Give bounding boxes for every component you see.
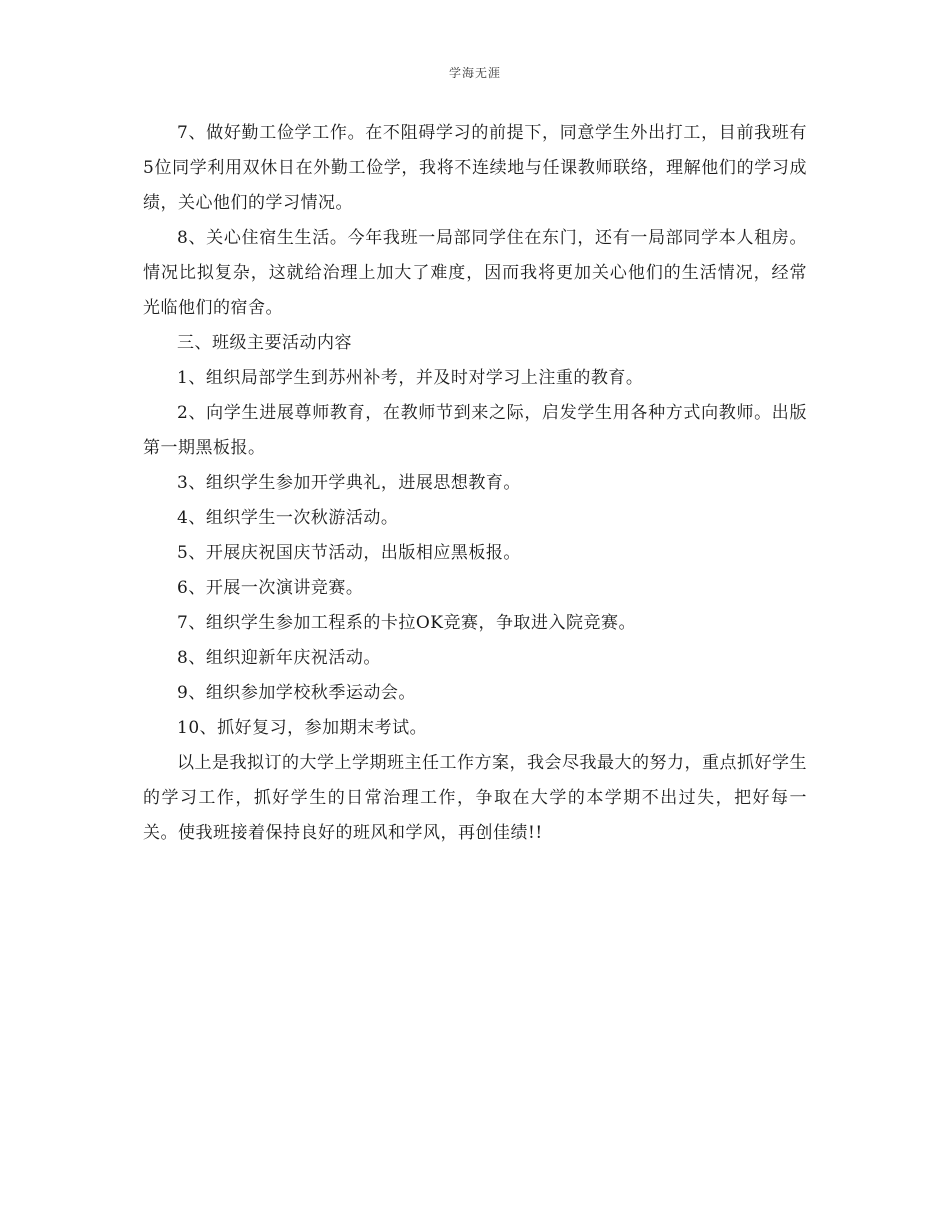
paragraph-conclusion: 以上是我拟订的大学上学期班主任工作方案，我会尽我最大的努力，重点抓好学生的学习工作，抓好学生的日常治理工作，争取在大学的本学期不出过失，把好每一关。使我班接着保持良好的班风和学风，再创佳绩!! bbox=[143, 753, 807, 843]
page-header: 学海无涯 bbox=[448, 66, 501, 80]
section-heading-activities: 三、班级主要活动内容 bbox=[177, 333, 352, 353]
list-item-activity-4: 4、组织学生一次秋游活动。 bbox=[177, 508, 399, 528]
list-item-activity-3: 3、组织学生参加开学典礼，进展思想教育。 bbox=[177, 473, 521, 493]
list-item-activity-10: 10、抓好复习，参加期末考试。 bbox=[177, 718, 428, 738]
paragraph-work-study: 7、做好勤工俭学工作。在不阻碍学习的前提下，同意学生外出打工，目前我班有5位同学利用双休日在外勤工俭学，我将不连续地与任课教师联络，理解他们的学习成绩，关心他们的学习情况。 bbox=[143, 123, 807, 213]
paragraph-dorm-life: 8、关心住宿生生活。今年我班一局部同学住在东门，还有一局部同学本人租房。情况比拟复杂，这就给治理上加大了难度，因而我将更加关心他们的生活情况，经常光临他们的宿舍。 bbox=[143, 228, 807, 318]
list-item-activity-8: 8、组织迎新年庆祝活动。 bbox=[177, 648, 381, 668]
list-item-activity-2: 2、向学生进展尊师教育，在教师节到来之际，启发学生用各种方式向教师。出版第一期黑板报。 bbox=[143, 403, 807, 458]
list-item-activity-6: 6、开展一次演讲竞赛。 bbox=[177, 578, 364, 598]
document-body bbox=[143, 116, 807, 851]
list-item-activity-5: 5、开展庆祝国庆节活动，出版相应黑板报。 bbox=[177, 543, 521, 563]
list-item-activity-1: 1、组织局部学生到苏州补考，并及时对学习上注重的教育。 bbox=[177, 368, 644, 388]
list-item-activity-7: 7、组织学生参加工程系的卡拉OK竞赛，争取进入院竞赛。 bbox=[177, 613, 636, 633]
list-item-activity-9: 9、组织参加学校秋季运动会。 bbox=[177, 683, 416, 703]
